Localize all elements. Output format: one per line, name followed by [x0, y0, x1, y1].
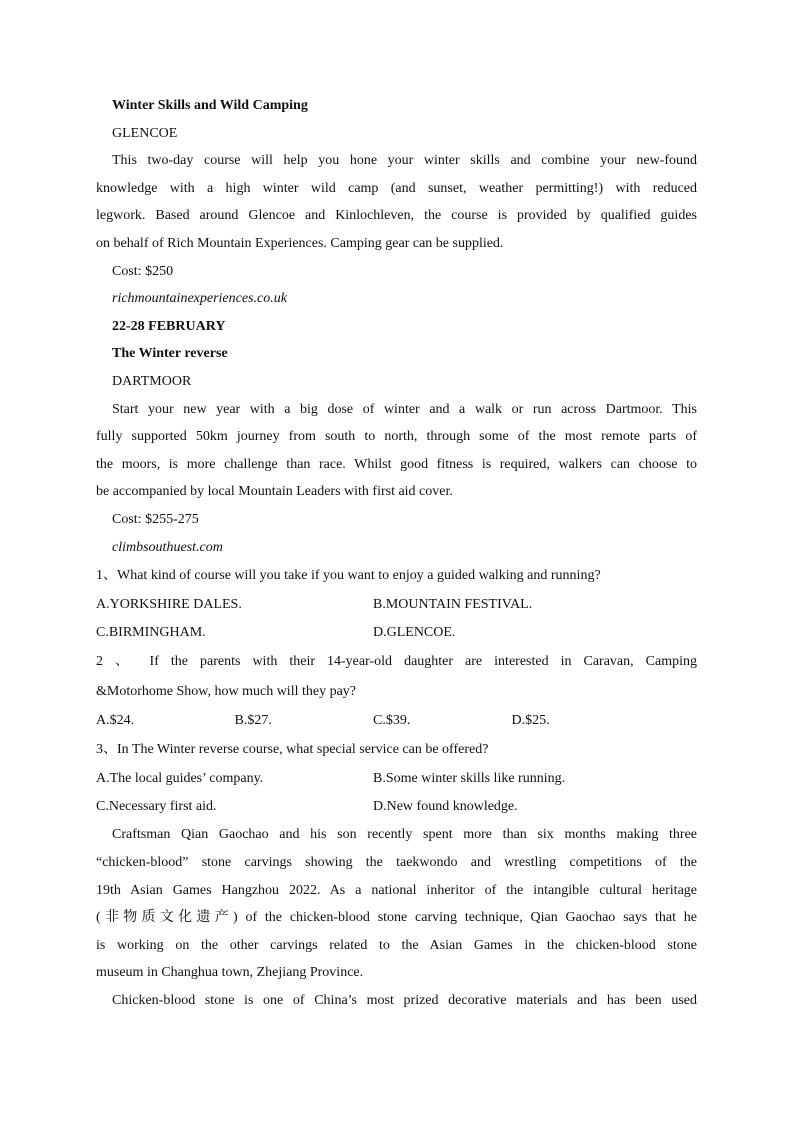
text-line: be accompanied by local Mountain Leaders with first aid cover. [96, 484, 453, 500]
ad-website: richmountainexperiences.co.uk [112, 291, 287, 307]
ad-location: DARTMOOR [112, 373, 192, 389]
option-b: B.Some winter skills like running. [373, 770, 566, 786]
text-line: knowledge with a high winter wild camp (and sunset, weather permitting!) with reduced [96, 180, 697, 196]
question-text: 1、What kind of course will you take if you want to enjoy a guided walking and running? [96, 568, 601, 584]
options-row [96, 619, 697, 647]
option-d: D.New found knowledge. [373, 799, 518, 815]
ad-title: Winter Skills and Wild Camping [112, 98, 308, 113]
text-line: fully supported 50km journey from south to north, through some of the most remote parts of [96, 429, 697, 445]
text-line: is working on the other carvings related to the Asian Games in the chicken-blood stone [96, 937, 697, 953]
option-a: A.YORKSHIRE DALES. [96, 596, 242, 612]
text-line: Start your new year with a big dose of winter and a walk or run across Dartmoor. This [112, 401, 697, 417]
text-line: on behalf of Rich Mountain Experiences. Camping gear can be supplied. [96, 235, 504, 251]
ad-cost: Cost: $250 [112, 263, 174, 279]
passage-paragraph-2 [96, 987, 697, 1015]
options-row [96, 765, 697, 793]
text-line: Craftsman Qian Gaochao and his son recently spent more than six months making three [112, 827, 697, 843]
text-line: This two-day course will help you hone your winter skills and combine your new-found [112, 153, 697, 169]
ad-date: 22-28 FEBRUARY [112, 318, 226, 334]
question-text: 3、In The Winter reverse course, what special service can be offered? [96, 742, 489, 758]
ad-website: climbsouthuest.com [112, 539, 223, 555]
ad-description [96, 396, 697, 506]
ad-location: GLENCOE [112, 125, 178, 141]
option-d: D.$25. [511, 712, 550, 728]
option-c: C.BIRMINGHAM. [96, 625, 206, 641]
question-2 [96, 647, 697, 735]
text-line: 19th Asian Games Hangzhou 2022. As a national inheritor of the intangible cultural heritage [96, 882, 697, 898]
option-c: C.$39. [373, 712, 411, 728]
option-b: B.$27. [234, 712, 272, 728]
option-a: A.$24. [96, 712, 135, 728]
text-line: museum in Changhua town, Zhejiang Province. [96, 965, 364, 981]
options-row [96, 793, 697, 821]
text-line: (非物质文化遗产) of the chicken-blood stone carving technique, Qian Gaochao says that he [96, 910, 697, 926]
question-1 [96, 561, 697, 647]
document-page [96, 92, 697, 1015]
option-a: A.The local guides’ company. [96, 770, 264, 786]
passage-paragraph-1 [96, 821, 697, 987]
ad-description [96, 147, 697, 257]
question-text: 2 、 If the parents with their 14-year-old daughter are interested in Caravan, Camping [96, 654, 697, 670]
text-line: legwork. Based around Glencoe and Kinlochleven, the course is provided by qualified guides [96, 208, 697, 224]
ad-cost: Cost: $255-275 [112, 511, 199, 527]
text-line: “chicken-blood” stone carvings showing the taekwondo and wrestling competitions of the [96, 855, 697, 871]
options-row [96, 707, 697, 735]
question-text: &Motorhome Show, how much will they pay? [96, 684, 357, 700]
options-row [96, 591, 697, 619]
ad-title: The Winter reverse [112, 346, 228, 362]
text-line: the moors, is more challenge than race. Whilst good fitness is required, walkers can choose to [96, 456, 697, 472]
option-d: D.GLENCOE. [373, 625, 456, 641]
question-3 [96, 735, 697, 821]
option-b: B.MOUNTAIN FESTIVAL. [373, 596, 533, 612]
option-c: C.Necessary first aid. [96, 799, 217, 815]
text-line: Chicken-blood stone is one of China’s most prized decorative materials and has been used [112, 992, 697, 1008]
